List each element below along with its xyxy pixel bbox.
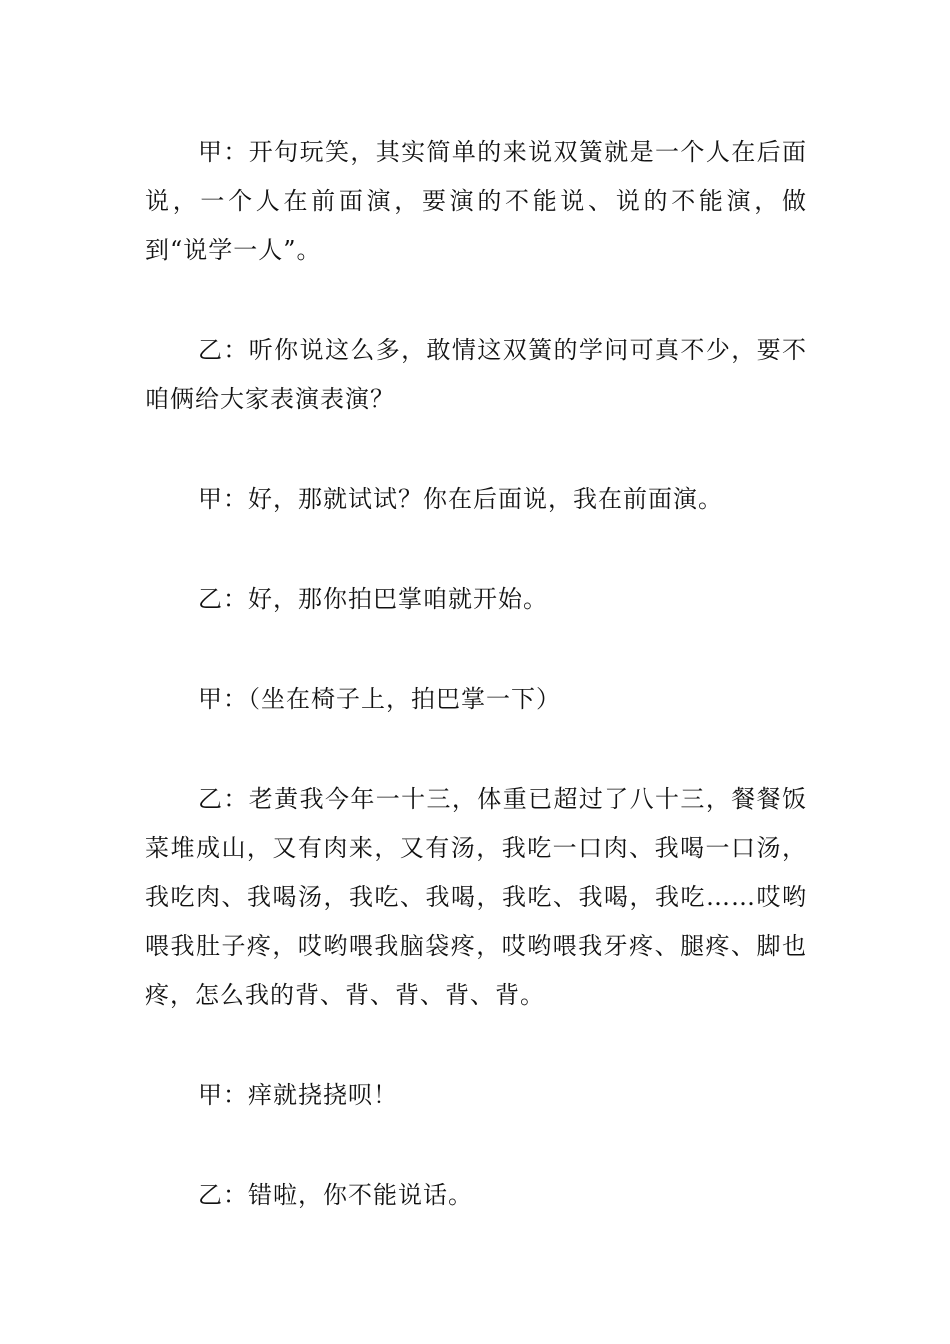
dialogue-paragraph-1: 甲：开句玩笑，其实简单的来说双簧就是一个人在后面说，一个人在前面演，要演的不能说、说的不能演，做到“说学一人”。 <box>145 138 807 264</box>
dialogue-paragraph-4: 乙：好，那你拍巴掌咱就开始。 <box>198 585 548 613</box>
dialogue-paragraph-3: 甲：好，那就试试？你在后面说，我在前面演。 <box>198 485 723 513</box>
dialogue-paragraph-5: 甲：（坐在椅子上，拍巴掌一下） <box>198 685 561 713</box>
dialogue-paragraph-2: 乙：听你说这么多，敢情这双簧的学问可真不少，要不咱俩给大家表演表演？ <box>145 336 807 413</box>
document-page <box>145 128 807 1271</box>
dialogue-paragraph-8: 乙：错啦，你不能说话。 <box>198 1181 473 1209</box>
dialogue-paragraph-6: 乙：老黄我今年一十三，体重已超过了八十三，餐餐饭菜堆成山，又有肉来，又有汤，我吃一口肉、我喝一口汤，我吃肉、我喝汤，我吃、我喝，我吃、我喝，我吃……哎哟喂我肚子疼，哎哟喂我脑袋疼，哎哟喂我牙疼、腿疼、脚也疼，怎么我的背、背、背、背、背。 <box>145 785 807 1009</box>
dialogue-paragraph-7: 甲：痒就挠挠呗！ <box>198 1081 398 1109</box>
